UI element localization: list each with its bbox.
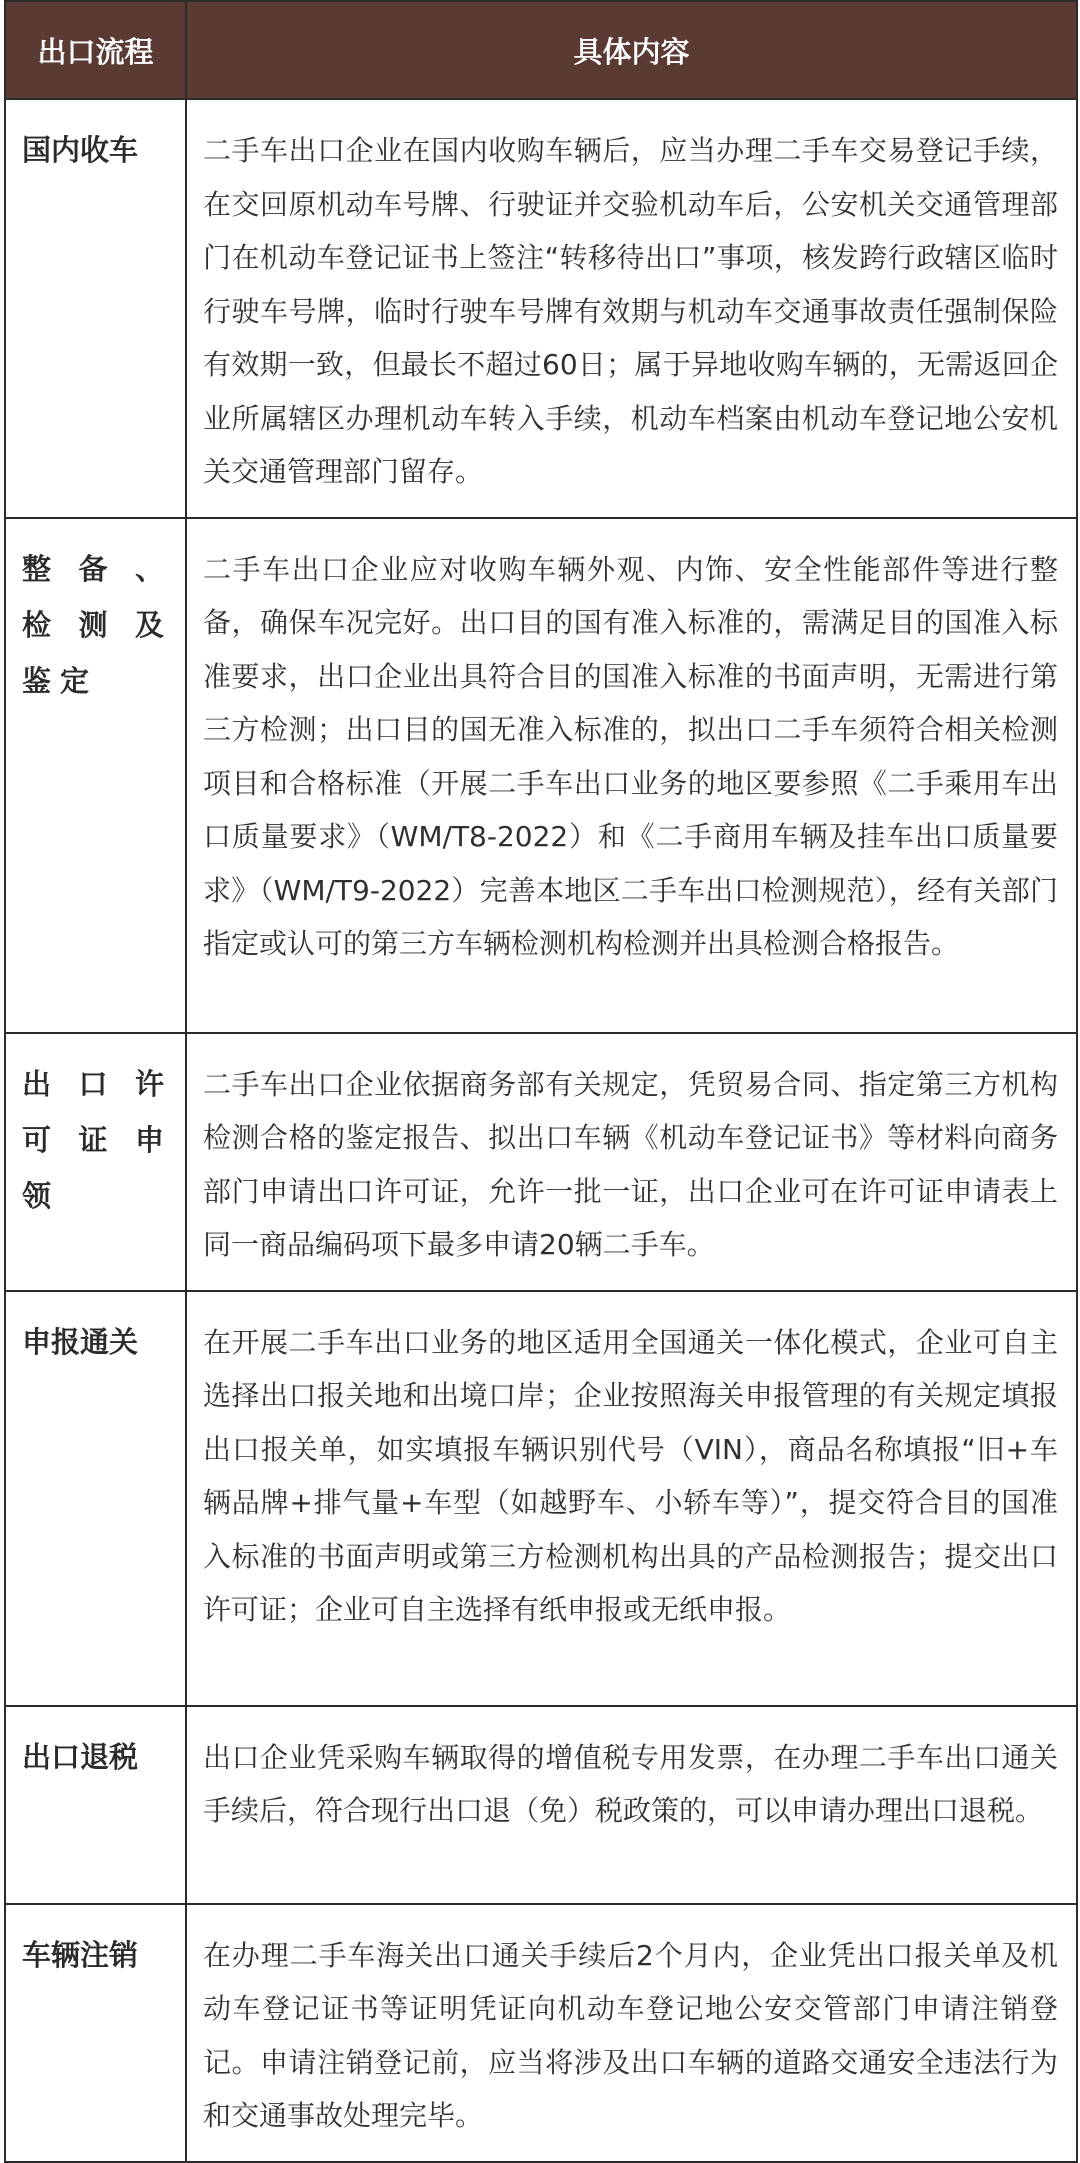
table-row xyxy=(5,99,1077,518)
content-cell-customs-declaration: 在开展二手车出口业务的地区适用全国通关一体化模式，企业可自主选择出口报关地和出境口岸；企业按照海关申报管理的有关规定填报出口报关单，如实填报车辆识别代号（VIN），商品名称填报“旧+车辆品牌+排气量+车型（如越野车、小轿车等）”，提交符合目的国准入标准的书面声明或第三方检测机构出具的产品检测报告；提交出口许可证；企业可自主选择有纸申报或无纸申报。 xyxy=(186,1291,1077,1706)
table-header-row xyxy=(5,1,1077,99)
step-cell-deregistration: 车辆注销 xyxy=(5,1904,186,2162)
step-cell-inspection: 整备、检测及鉴定 xyxy=(5,518,186,1033)
content-cell-inspection: 二手车出口企业应对收购车辆外观、内饰、安全性能部件等进行整备，确保车况完好。出口目的国有准入标准的，需满足目的国准入标准要求，出口企业出具符合目的国准入标准的书面声明，无需进行第三方检测；出口目的国无准入标准的，拟出口二手车须符合相关检测项目和合格标准（开展二手车出口业务的地区要参照《二手乘用车出口质量要求》（WM/T8-2022）和《二手商用车辆及挂车出口质量要求》（WM/T9-2022）完善本地区二手车出口检测规范），经有关部门指定或认可的第三方车辆检测机构检测并出具检测合格报告。 xyxy=(186,518,1077,1033)
export-process-table xyxy=(4,0,1078,2163)
header-step: 出口流程 xyxy=(5,1,186,99)
header-content: 具体内容 xyxy=(186,1,1077,99)
table-row xyxy=(5,1904,1077,2162)
table-row xyxy=(5,1706,1077,1904)
content-cell-tax-refund: 出口企业凭采购车辆取得的增值税专用发票，在办理二手车出口通关手续后，符合现行出口退（免）税政策的，可以申请办理出口退税。 xyxy=(186,1706,1077,1904)
step-cell-customs-declaration: 申报通关 xyxy=(5,1291,186,1706)
step-cell-export-license: 出口许可证申领 xyxy=(5,1033,186,1291)
table-row xyxy=(5,1291,1077,1706)
step-cell-tax-refund: 出口退税 xyxy=(5,1706,186,1904)
content-cell-export-license: 二手车出口企业依据商务部有关规定，凭贸易合同、指定第三方机构检测合格的鉴定报告、拟出口车辆《机动车登记证书》等材料向商务部门申请出口许可证，允许一批一证，出口企业可在许可证申请表上同一商品编码项下最多申请20辆二手车。 xyxy=(186,1033,1077,1291)
content-cell-deregistration: 在办理二手车海关出口通关手续后2个月内，企业凭出口报关单及机动车登记证书等证明凭证向机动车登记地公安交管部门申请注销登记。申请注销登记前，应当将涉及出口车辆的道路交通安全违法行为和交通事故处理完毕。 xyxy=(186,1904,1077,2162)
step-cell-domestic-purchase: 国内收车 xyxy=(5,99,186,518)
export-process-table-sheet xyxy=(4,0,1076,2132)
table-row xyxy=(5,518,1077,1033)
table-row xyxy=(5,1033,1077,1291)
content-cell-domestic-purchase: 二手车出口企业在国内收购车辆后，应当办理二手车交易登记手续，在交回原机动车号牌、行驶证并交验机动车后，公安机关交通管理部门在机动车登记证书上签注“转移待出口”事项，核发跨行政辖区临时行驶车号牌，临时行驶车号牌有效期与机动车交通事故责任强制保险有效期一致，但最长不超过60日；属于异地收购车辆的，无需返回企业所属辖区办理机动车转入手续，机动车档案由机动车登记地公安机关交通管理部门留存。 xyxy=(186,99,1077,518)
